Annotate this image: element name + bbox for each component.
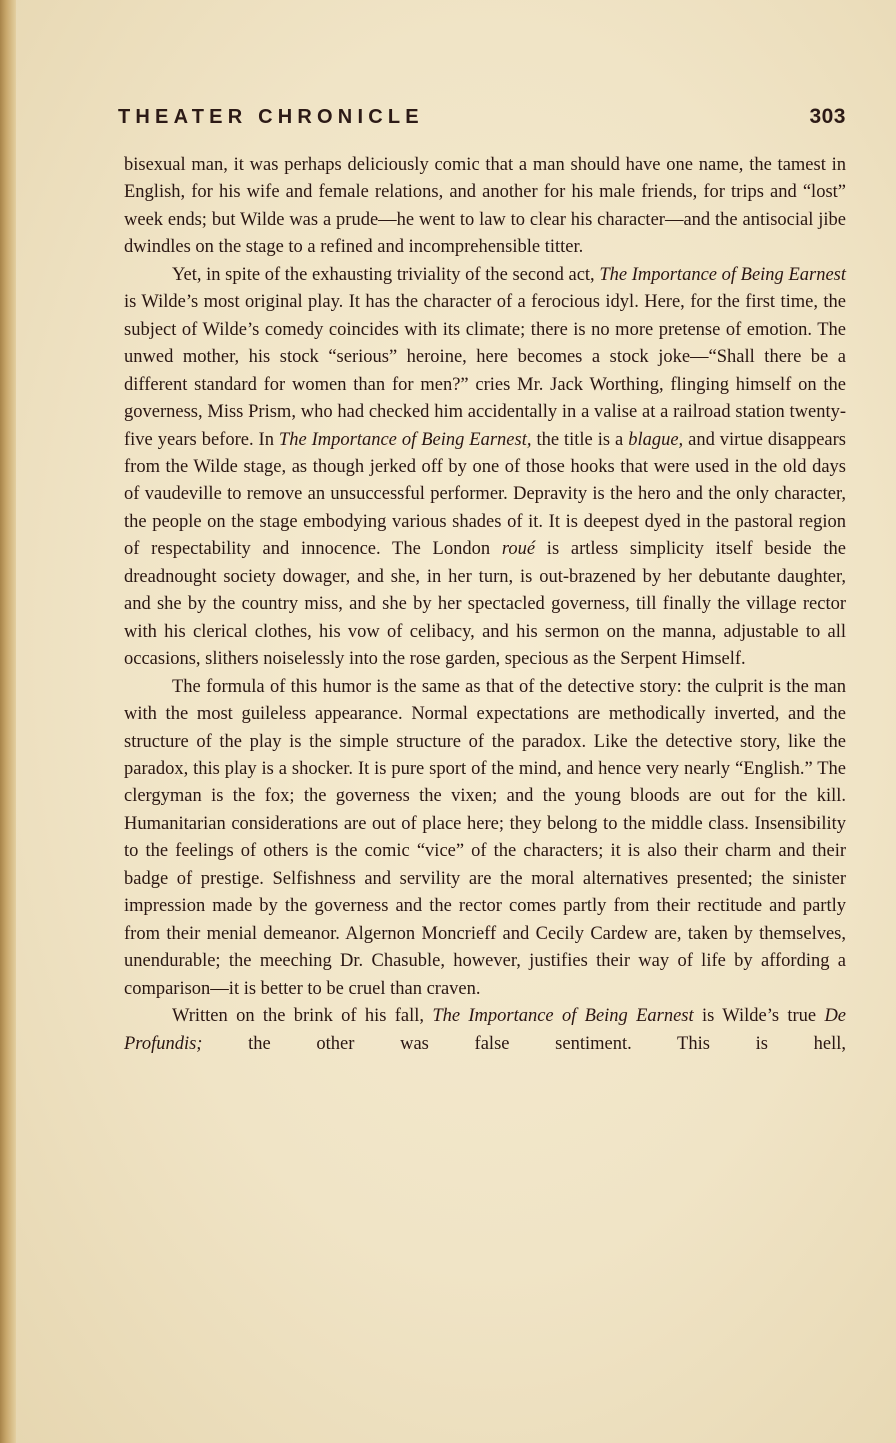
paragraph-2-segment-6: blague, xyxy=(628,429,684,450)
paragraph-1 xyxy=(124,152,846,262)
paragraph-2-segment-5: the title is a xyxy=(531,429,629,450)
paragraph-3 xyxy=(124,674,846,1003)
paragraph-4-segment-2: The Importance of Being Earnest xyxy=(432,1006,694,1027)
page-number: 303 xyxy=(809,105,846,128)
paragraph-2-segment-9: is artless simplicity itself beside the dreadnought society dowager, and she, in her turn, is out-brazened by her debutante daughter, and she by the country miss, and she by her spectacled governess, till finally the village rector with his clerical clothes, his vow of celibacy, and his sermon on the manna, adjustable to all occasions, slithers noiselessly into the rose garden, specious as the Serpent Himself. xyxy=(124,539,846,670)
paragraph-2-segment-8: roué xyxy=(501,539,536,560)
paragraph-2-segment-1: Yet, in spite of the exhausting triviality of the second act, xyxy=(172,264,600,285)
paragraph-2-segment-7: and virtue disappears from the Wilde stage, as though jerked off by one of those hooks that were used in the old days of vaudeville to remove an unsuccessful performer. Depravity is the hero and the only character, the people on the stage embodying various shades of it. It is deepest dyed in the pastoral region of respectability and innocence. The London xyxy=(124,429,846,560)
running-title: THEATER CHRONICLE xyxy=(118,106,424,128)
paragraph-2-segment-4: The Importance of Being Earnest, xyxy=(278,429,532,450)
paragraph-1-segment-1: bisexual man, it was perhaps deliciously comic that a man should have one name, the tamest in English, for his wife and female relations, and another for his male friends, for trips and “lost” week ends; but Wilde was a prude—he went to law to clear his character—and the antisocial jibe dwindles on the stage to a refined and incomprehensible titter. xyxy=(124,155,846,258)
paragraph-4-segment-5: the other was false sentiment. This is hell, xyxy=(202,1033,846,1054)
paragraph-4-segment-3: is Wilde’s true xyxy=(693,1006,825,1027)
running-head xyxy=(118,104,846,134)
paragraph-4 xyxy=(124,1003,846,1058)
book-gutter-shadow xyxy=(0,0,16,1443)
paragraph-4-segment-1: Written on the brink of his fall, xyxy=(172,1006,433,1027)
paragraph-2-segment-2: The Importance of Being Earnest xyxy=(599,264,846,285)
paragraph-3-segment-1: The formula of this humor is the same as that of the detective story: the culprit is the man with the most guileless appearance. Normal expectations are methodically inverted, and the structure of the play is the simple structure of the paradox. Like the detective story, like the paradox, this play is a shocker. It is pure sport of the mind, and hence very nearly “English.” The clergyman is the fox; the governess the vixen; and the young bloods are out for the kill. Humanitarian considerations are out of place here; they belong to the middle class. Insensibility to the feelings of others is the comic “vice” of the characters; it is also their charm and their badge of prestige. Selfishness and servility are the moral alternatives presented; the sinister impression made by the governess and the rector comes partly from their rectitude and partly from their menial demeanor. Algernon Moncrieff and Cecily Cardew are, taken by themselves, unendurable; the meeching Dr. Chasuble, however, justifies their way of life by affording a comparison—it is better to be cruel than craven. xyxy=(124,676,846,999)
paragraph-4-segment-4: De Profundis; xyxy=(124,1006,847,1054)
body-text xyxy=(124,152,846,1058)
paragraph-2 xyxy=(124,262,846,674)
paragraph-2-segment-3: is Wilde’s most original play. It has the character of a ferocious idyl. Here, for the first time, the subject of Wilde’s comedy coincides with its climate; there is no more pretense of emotion. The unwed mother, his stock “serious” heroine, here becomes a stock joke—“Shall there be a different standard for women than for men?” cries Mr. Jack Worthing, flinging himself on the governess, Miss Prism, who had checked him accidentally in a valise at a railroad station twenty-five years before. In xyxy=(124,292,846,450)
